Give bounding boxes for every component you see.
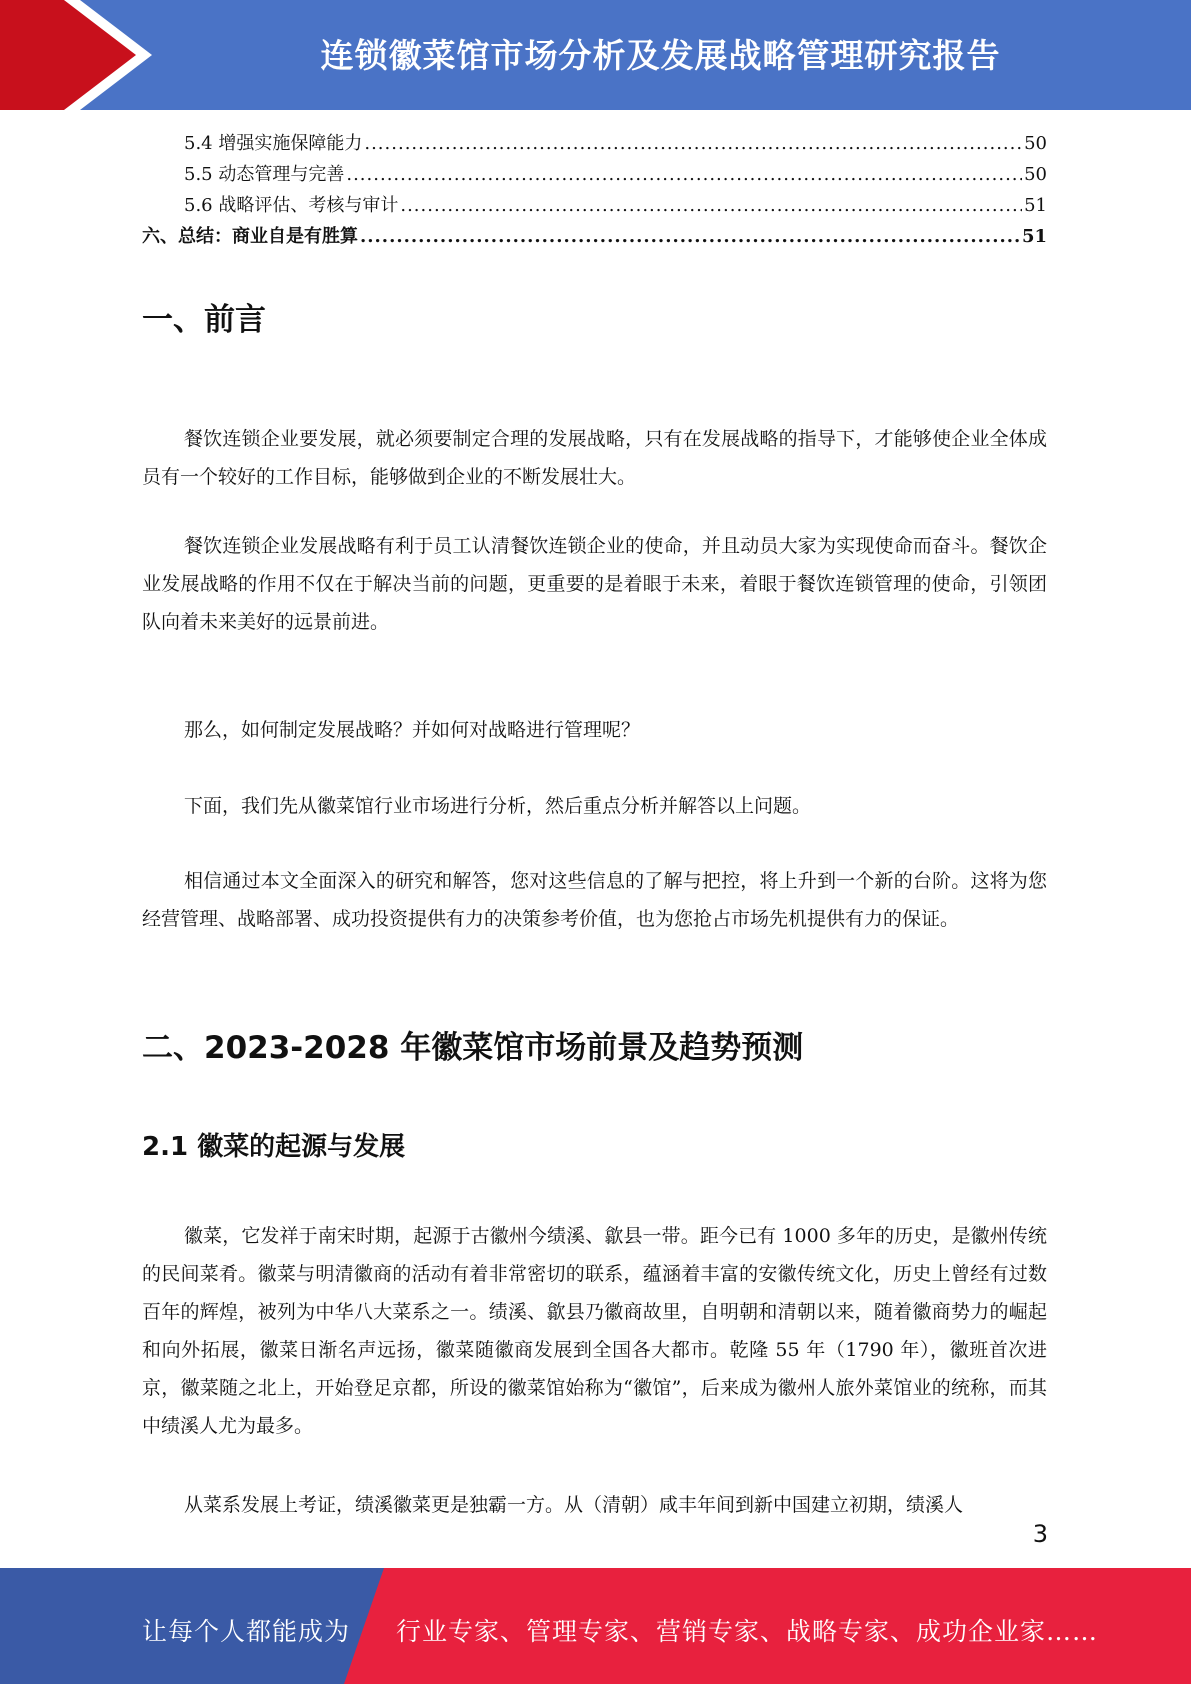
paragraph: 下面，我们先从徽菜馆行业市场进行分析，然后重点分析并解答以上问题。 — [184, 795, 812, 817]
toc-entry-label: 5.4 增强实施保障能力 — [184, 133, 363, 154]
footer-slogan-right: 行业专家、管理专家、营销专家、战略专家、成功企业家…… — [396, 1617, 1099, 1646]
toc-leader-dots — [360, 221, 1020, 252]
section-heading: 二、2023-2028 年徽菜馆市场前景及趋势预测 — [142, 1030, 804, 1066]
toc-entry[interactable] — [142, 221, 1047, 252]
page-footer — [0, 1568, 1191, 1684]
paragraph: 餐饮连锁企业发展战略有利于员工认清餐饮连锁企业的使命，并且动员大家为实现使命而奋斗。餐饮企业发展战略的作用不仅在于解决当前的问题，更重要的是着眼于未来，着眼于餐饮连锁管理的使命，引领团队向着未来美好的远景前进。 — [142, 535, 1047, 633]
toc-entry-label: 六、总结：商业自是有胜算 — [142, 226, 358, 247]
subsection-heading: 2.1 徽菜的起源与发展 — [142, 1132, 406, 1162]
toc-leader-dots — [364, 128, 1022, 159]
toc-entry[interactable] — [142, 190, 1047, 221]
page-number: 3 — [1032, 1520, 1048, 1548]
toc-leader-dots — [400, 190, 1022, 221]
toc-entry-label: 5.5 动态管理与完善 — [184, 164, 345, 185]
paragraph: 那么，如何制定发展战略？并如何对战略进行管理呢？ — [184, 719, 641, 741]
toc-entry[interactable] — [142, 128, 1047, 159]
toc-entry-page: 51 — [1021, 226, 1047, 247]
toc-entry[interactable] — [142, 159, 1047, 190]
page-header — [0, 0, 1191, 110]
report-title: 连锁徽菜馆市场分析及发展战略管理研究报告 — [320, 36, 1001, 75]
footer-slogan-left: 让每个人都能成为 — [142, 1617, 351, 1646]
paragraph: 从菜系发展上考证，绩溪徽菜更是独霸一方。从（清朝）咸丰年间到新中国建立初期，绩溪人 — [184, 1494, 964, 1516]
toc-leader-dots — [346, 159, 1022, 190]
toc-entry-page: 51 — [1024, 195, 1047, 216]
header-red-arrow — [0, 0, 140, 110]
paragraph: 相信通过本文全面深入的研究和解答，您对这些信息的了解与把控，将上升到一个新的台阶。这将为您经营管理、战略部署、成功投资提供有力的决策参考价值，也为您抢占市场先机提供有力的保证。 — [142, 870, 1047, 930]
table-of-contents — [142, 128, 1047, 252]
toc-entry-page: 50 — [1024, 164, 1047, 185]
paragraph: 餐饮连锁企业要发展，就必须要制定合理的发展战略，只有在发展战略的指导下，才能够使企业全体成员有一个较好的工作目标，能够做到企业的不断发展壮大。 — [142, 428, 1047, 488]
paragraph: 徽菜，它发祥于南宋时期，起源于古徽州今绩溪、歙县一带。距今已有 1000 多年的历史，是徽州传统的民间菜肴。徽菜与明清徽商的活动有着非常密切的联系，蕴涵着丰富的安徽传统文化，历史上曾经有过数百年的辉煌，被列为中华八大菜系之一。绩溪、歙县乃徽商故里，自明朝和清朝以来，随着徽商势力的崛起和向外拓展，徽菜日渐名声远扬，徽菜随徽商发展到全国各大都市。乾隆 55 年（1790 年），徽班首次进京，徽菜随之北上，开始登足京都，所设的徽菜馆始称为“徽馆”，后来成为徽州人旅外菜馆业的统称，而其中绩溪人尤为最多。 — [142, 1225, 1047, 1437]
toc-entry-page: 50 — [1024, 133, 1047, 154]
toc-entry-label: 5.6 战略评估、考核与审计 — [184, 195, 399, 216]
section-heading: 一、前言 — [142, 302, 266, 338]
